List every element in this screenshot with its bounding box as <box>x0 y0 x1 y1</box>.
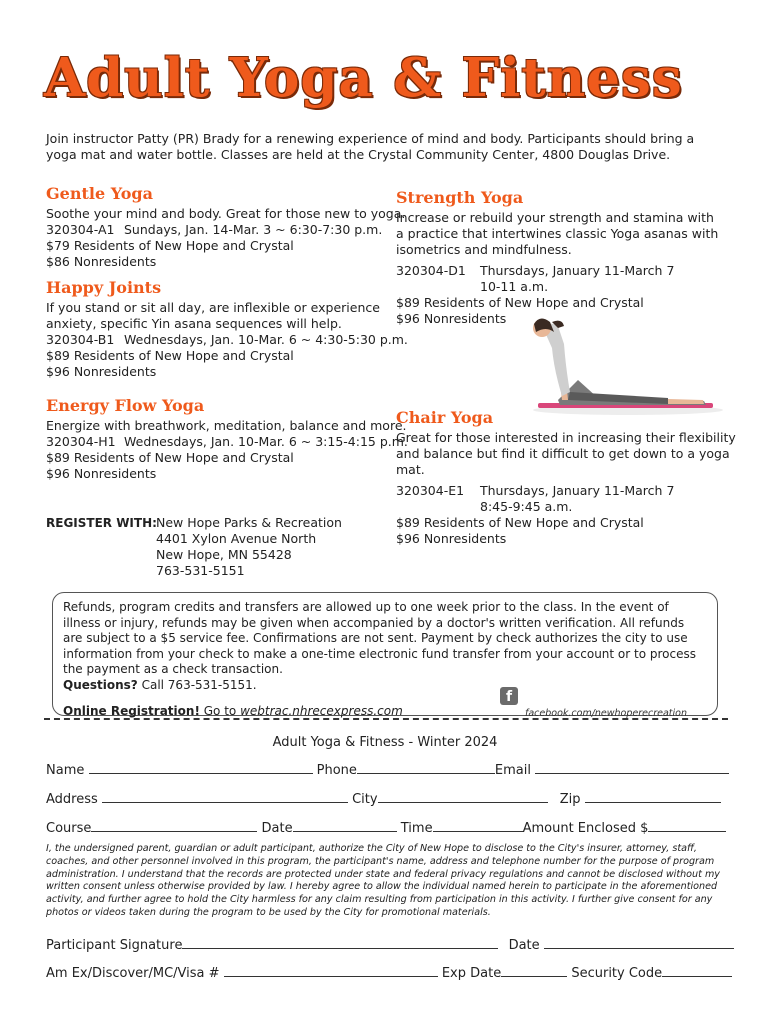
course-time: 8:45-9:45 a.m. <box>480 499 573 514</box>
form-row-address <box>46 791 721 807</box>
nonresident-price: $96 Nonresidents <box>396 531 507 546</box>
register-line: 763-531-5151 <box>156 563 245 578</box>
signature-field[interactable] <box>182 937 498 949</box>
questions-label: Questions? <box>63 677 138 692</box>
online-registration-text: Go to <box>199 704 241 718</box>
course-code: 320304-H1 <box>46 434 116 449</box>
form-row-name <box>46 762 729 778</box>
resident-price: $89 Residents of New Hope and Crystal <box>396 295 644 310</box>
course-label: Course <box>46 821 92 836</box>
course-schedule: Thursdays, January 11-March 7 <box>480 483 675 498</box>
security-code-label: Security Code <box>571 966 663 981</box>
yoga-pose-photo <box>518 314 726 418</box>
cut-line-divider <box>44 718 728 720</box>
strength-yoga-section <box>396 188 736 327</box>
name-field[interactable] <box>89 762 313 774</box>
form-row-payment <box>46 965 732 981</box>
phone-field[interactable] <box>357 762 495 774</box>
refund-notice-box <box>52 592 718 719</box>
card-label: Am Ex/Discover/MC/Visa # <box>46 966 220 981</box>
exp-date-field[interactable] <box>501 965 567 977</box>
course-code: 320304-B1 <box>46 332 115 347</box>
resident-price: $89 Residents of New Hope and Crystal <box>396 515 644 530</box>
section-desc: a practice that intertwines classic Yoga asanas with <box>396 226 719 241</box>
date-field[interactable] <box>293 820 397 832</box>
signature-date-field[interactable] <box>544 937 734 949</box>
date-label: Date <box>261 821 293 836</box>
nonresident-price: $96 Nonresidents <box>46 466 157 481</box>
section-desc: mat. <box>396 462 425 477</box>
section-desc: Great for those interested in increasing their flexibility <box>396 430 736 445</box>
nonresident-price: $96 Nonresidents <box>46 364 157 379</box>
resident-price: $89 Residents of New Hope and Crystal <box>46 348 294 363</box>
course-time: 10-11 a.m. <box>480 279 549 294</box>
time-field[interactable] <box>433 820 523 832</box>
refund-policy-text: Refunds, program credits and transfers are allowed up to one week prior to the class. In the event of illness or injury, refunds may be given when accompanied by a doctor's written verification. All refunds are subject to a $5 service fee. Confirmations are not sent. Payment by check authorizes the city to use information from your check to make a one-time electronic fund transfer from your account or to process the payment as a check transaction. <box>63 600 696 676</box>
facebook-icon: f <box>500 687 518 705</box>
amount-field[interactable] <box>648 820 726 832</box>
address-field[interactable] <box>102 791 348 803</box>
section-desc: If you stand or sit all day, are inflexible or experience <box>46 300 380 315</box>
register-line: New Hope, MN 55428 <box>156 547 292 562</box>
course-schedule: Sundays, Jan. 14-Mar. 3 ~ 6:30-7:30 p.m. <box>124 222 383 237</box>
section-desc: Soothe your mind and body. Great for those new to yoga. <box>46 206 406 221</box>
zip-field[interactable] <box>585 791 721 803</box>
course-code: 320304-D1 <box>396 263 466 278</box>
course-schedule: Wednesdays, Jan. 10-Mar. 6 ~ 4:30-5:30 p.m. <box>124 332 408 347</box>
facebook-link[interactable]: facebook.com/newhoperecreation <box>525 708 687 719</box>
questions-phone: Call 763-531-5151. <box>137 677 257 692</box>
course-code: 320304-A1 <box>46 222 115 237</box>
signature-label: Participant Signature <box>46 938 183 953</box>
time-label: Time <box>400 821 433 836</box>
address-label: Address <box>46 792 98 807</box>
course-field[interactable] <box>91 820 257 832</box>
happy-joints-section <box>46 278 408 380</box>
section-desc: Energize with breathwork, meditation, balance and more. <box>46 418 407 433</box>
name-label: Name <box>46 763 85 778</box>
page-title: Adult Yoga & Fitness <box>44 47 683 109</box>
chair-yoga-section <box>396 408 736 547</box>
course-schedule: Thursdays, January 11-March 7 <box>480 263 675 278</box>
legal-consent-text: I, the undersigned parent, guardian or adult participant, authorize the City of New Hope to disclose to the City's insurer, attorney, staff, coaches, and other personnel involved in this program, the participant's name, address and telephone number for the purpose of program administration. I understand that the records are protected under state and federal privacy regulations and cannot be disclosed without my written consent unless otherwise provided by law. I hereby agree to allow the individual named herein to participate in the aforementioned activity, and further agree to hold the City harmless for any claim resulting from participation in this activity. I further give consent for any photos or videos taken during the program to be used by the City for promotional materials. <box>46 843 720 918</box>
section-heading: Strength Yoga <box>396 188 524 207</box>
city-label: City <box>352 792 378 807</box>
zip-label: Zip <box>559 792 581 807</box>
resident-price: $89 Residents of New Hope and Crystal <box>46 450 294 465</box>
signature-date-label: Date <box>508 938 540 953</box>
online-registration-link[interactable]: webtrac.nhrecexpress.com <box>240 704 403 718</box>
gentle-yoga-section <box>46 184 406 270</box>
section-desc: anxiety, specific Yin asana sequences will help. <box>46 316 342 331</box>
section-desc: isometrics and mindfulness. <box>396 242 572 257</box>
nonresident-price: $86 Nonresidents <box>46 254 157 269</box>
section-desc: and balance but find it difficult to get down to a yoga <box>396 446 730 461</box>
nonresident-price: $96 Nonresidents <box>396 311 507 326</box>
form-row-signature <box>46 937 734 953</box>
section-heading: Chair Yoga <box>396 408 494 427</box>
section-heading: Gentle Yoga <box>46 184 153 203</box>
form-title: Adult Yoga & Fitness - Winter 2024 <box>272 735 498 750</box>
exp-label: Exp Date <box>441 966 502 981</box>
section-heading: Energy Flow Yoga <box>46 396 205 415</box>
email-label: Email <box>494 763 531 778</box>
register-label: REGISTER WITH: <box>46 516 157 530</box>
register-line: 4401 Xylon Avenue North <box>156 531 317 546</box>
resident-price: $79 Residents of New Hope and Crystal <box>46 238 294 253</box>
energy-flow-section <box>46 396 408 482</box>
city-field[interactable] <box>378 791 548 803</box>
course-code: 320304-E1 <box>396 483 465 498</box>
security-code-field[interactable] <box>662 965 732 977</box>
register-line: New Hope Parks & Recreation <box>156 515 342 530</box>
form-row-course <box>46 820 726 836</box>
section-heading: Happy Joints <box>46 278 162 297</box>
intro-line: yoga mat and water bottle. Classes are held at the Crystal Community Center, 4800 Douglas Drive. <box>46 147 671 162</box>
phone-label: Phone <box>316 763 357 778</box>
course-schedule: Wednesdays, Jan. 10-Mar. 6 ~ 3:15-4:15 p.m. <box>124 434 408 449</box>
email-field[interactable] <box>535 762 729 774</box>
section-desc: Increase or rebuild your strength and stamina with <box>396 210 714 225</box>
intro-line: Join instructor Patty (PR) Brady for a renewing experience of mind and body. Participants should bring a <box>46 131 695 146</box>
card-number-field[interactable] <box>224 965 438 977</box>
amount-label: Amount Enclosed $ <box>522 821 649 836</box>
online-registration-label: Online Registration! <box>63 704 200 718</box>
intro <box>46 131 736 163</box>
